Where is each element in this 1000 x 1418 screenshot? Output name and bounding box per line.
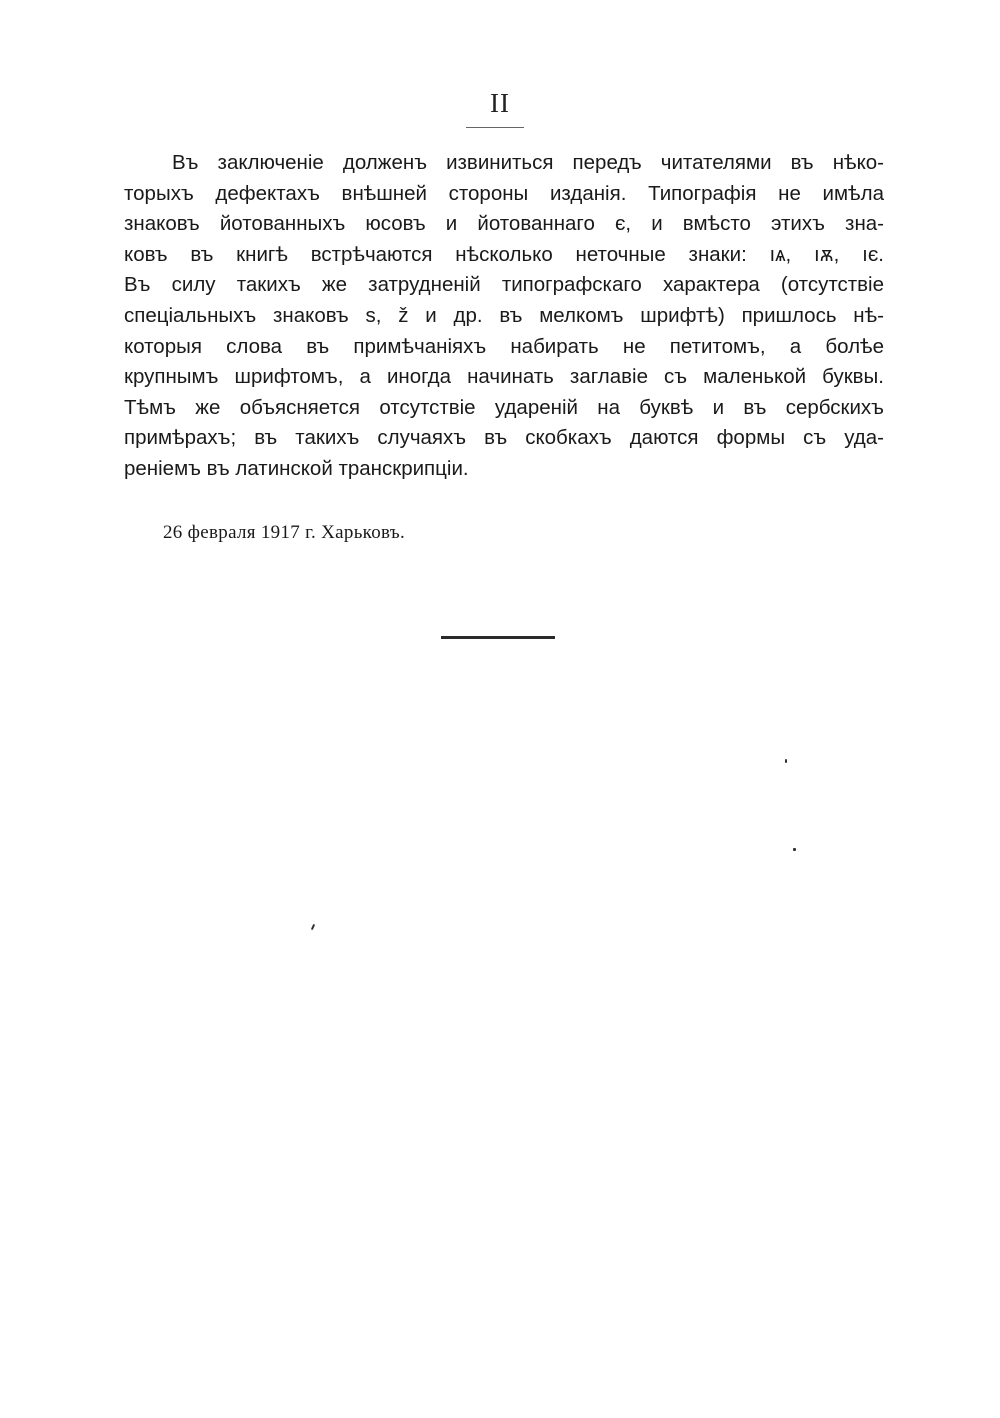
date-place-signature: 26 февраля 1917 г. Харьковъ.	[163, 522, 405, 543]
page-number: II	[490, 88, 510, 118]
paragraph-line: Въ заключеніе долженъ извиниться передъ читателями въ нѣко-	[172, 151, 884, 174]
paragraph-line: реніемъ въ латинской транскрипціи.	[124, 456, 469, 480]
paragraph-line: ковъ въ книгѣ встрѣчаются нѣсколько неточные знаки: ıѧ, ıѫ, ıє.	[124, 242, 884, 266]
paragraph-line: которыя слова въ примѣчаніяхъ набирать не петитомъ, а болѣе	[124, 334, 884, 358]
scan-speck	[785, 759, 787, 763]
scan-speck	[311, 924, 315, 930]
paragraph-line: крупнымъ шрифтомъ, а иногда начинать заглавіе съ маленькой буквы.	[124, 365, 884, 389]
paragraph-line: Въ силу такихъ же затрудненій типографскаго характера (отсутствіе	[124, 273, 884, 297]
paragraph-line: примѣрахъ; въ такихъ случаяхъ въ скобкахъ даются формы съ уда-	[124, 426, 884, 450]
paragraph-line: Тѣмъ же объясняется отсутствіе удареній на буквѣ и въ сербскихъ	[124, 395, 884, 419]
paragraph-line: торыхъ дефектахъ внѣшней стороны изданія. Типографія не имѣла	[124, 181, 884, 205]
closing-rule	[441, 636, 555, 639]
paragraph-line: спеціальныхъ знаковъ ѕ, ž и др. въ мелкомъ шрифтѣ) пришлось нѣ-	[124, 303, 884, 327]
scan-speck	[793, 848, 796, 851]
preface-paragraph	[124, 148, 884, 485]
paragraph-line: знаковъ йотованныхъ юсовъ и йотованнаго є, и вмѣсто этихъ зна-	[124, 212, 884, 236]
page-number-underline	[466, 127, 524, 128]
